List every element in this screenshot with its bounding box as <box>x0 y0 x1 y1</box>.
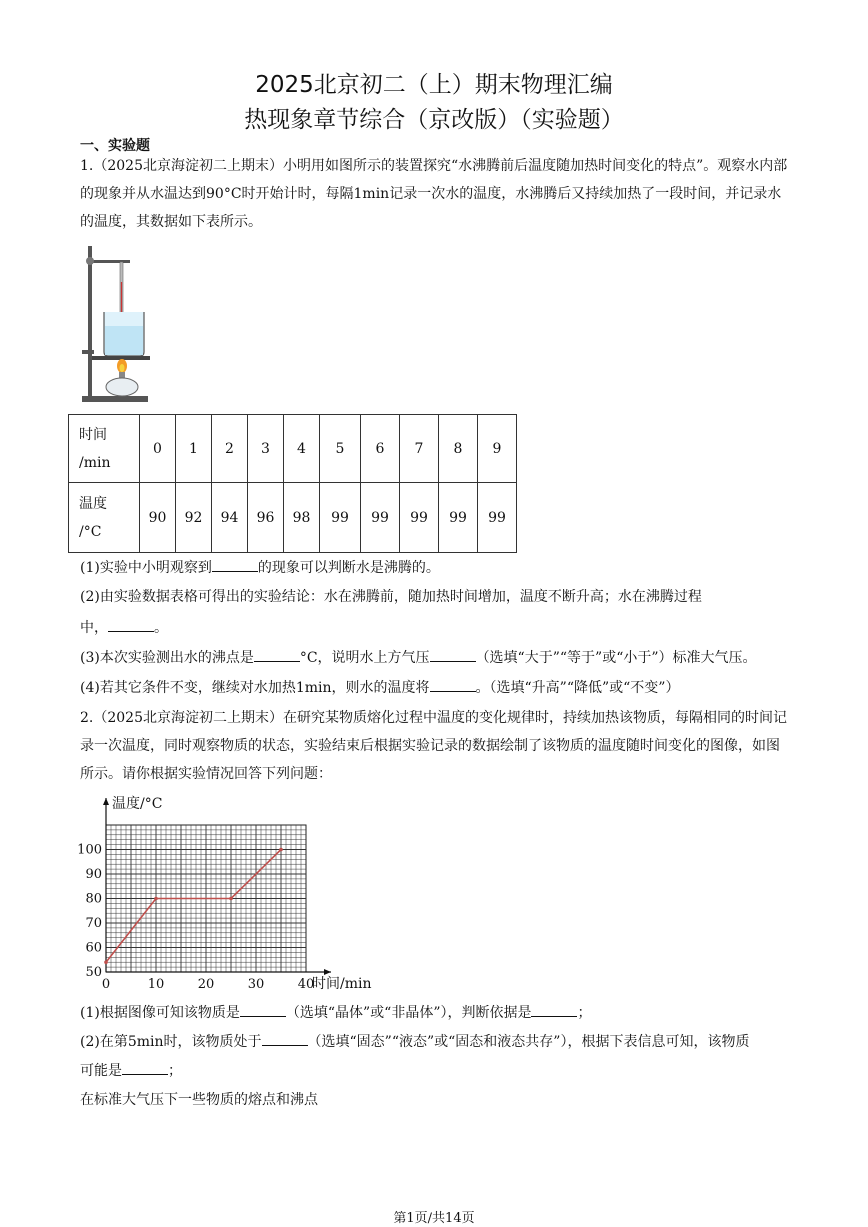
temp-cell: 99 <box>478 483 517 553</box>
x-axis-label: 时间/min <box>312 976 372 992</box>
time-header-cell <box>69 415 140 483</box>
temp-unit: /°C <box>79 523 102 540</box>
table-row <box>69 483 517 553</box>
y-axis-arrow <box>103 798 109 805</box>
y-tick-label: 100 <box>77 842 102 858</box>
x-axis-arrow <box>324 969 331 975</box>
time-cell: 6 <box>361 415 400 483</box>
temp-cell: 96 <box>248 483 284 553</box>
time-cell: 0 <box>140 415 176 483</box>
page-title: 2025北京初二（上）期末物理汇编 <box>255 72 613 98</box>
time-cell: 8 <box>439 415 478 483</box>
q1-sub2 <box>80 587 800 607</box>
data-point <box>154 897 158 901</box>
time-cell: 9 <box>478 415 517 483</box>
temp-cell: 94 <box>212 483 248 553</box>
y-axis-label: 温度/°C <box>112 796 163 812</box>
answer-blank[interactable] <box>430 677 476 692</box>
q2-sub1-text: (1)根据图像可知该物质是 <box>80 1005 240 1021</box>
q2-sub2-text: (2)在第5min时，该物质处于 <box>80 1034 262 1050</box>
temp-label: 温度 <box>79 495 107 512</box>
q1-sub1-text: 的现象可以判断水是沸腾的。 <box>257 560 440 576</box>
temp-cell: 92 <box>176 483 212 553</box>
data-point <box>104 960 108 964</box>
temp-header-cell <box>69 483 140 553</box>
y-tick-label: 70 <box>85 916 102 931</box>
time-unit: /min <box>79 454 111 471</box>
boiling-apparatus-figure <box>76 242 156 408</box>
page-subtitle: 热现象章节综合（京改版）（实验题） <box>244 107 624 133</box>
x-tick-label: 30 <box>247 977 265 992</box>
answer-blank[interactable] <box>108 617 154 632</box>
time-cell: 2 <box>212 415 248 483</box>
answer-blank[interactable] <box>430 647 476 662</box>
time-cell: 3 <box>248 415 284 483</box>
y-tick-label: 90 <box>85 867 102 882</box>
temp-cell: 90 <box>140 483 176 553</box>
x-tick-label: 20 <box>197 977 215 992</box>
data-point <box>229 897 233 901</box>
q1-sub3-text: °C，说明水上方气压 <box>299 650 430 666</box>
q1-sub3-text: （选填“大于”“等于”或“小于”）标准大气压。 <box>475 650 757 666</box>
time-cell: 4 <box>284 415 320 483</box>
table-row <box>69 415 517 483</box>
answer-blank[interactable] <box>254 647 300 662</box>
q2-sub2-text: ； <box>168 1063 182 1079</box>
temp-cell: 99 <box>439 483 478 553</box>
q1-sub2-cont <box>80 617 800 638</box>
q2-stem: 2.（2025北京海淀初二上期末）在研究某物质熔化过程中温度的变化规律时，持续加热该物质，每隔相同的时间记录一次温度，同时观察物质的状态，实验结束后根据实验记录的数据绘制了该物质的温度随时间变化的图像，如图所示。请你根据实验情况回答下列问题： <box>80 710 787 782</box>
q1-sub3-text: (3)本次实验测出水的沸点是 <box>80 650 254 666</box>
q1-sub2-text: 。 <box>154 620 168 636</box>
q2-table-caption <box>80 1090 800 1110</box>
y-tick-label: 50 <box>85 965 102 980</box>
y-tick-label: 60 <box>85 940 102 956</box>
time-cell: 7 <box>400 415 439 483</box>
time-cell: 5 <box>320 415 361 483</box>
q1-sub3 <box>80 647 800 668</box>
q1-stem: 1.（2025北京海淀初二上期末）小明用如图所示的装置探究“水沸腾前后温度随加热时间变化的特点”。观察水内部的现象并从水温达到90°C时开始计时，每隔1min记录一次水的温度，水沸腾后又持续加热了一段时间，并记录水的温度，其数据如下表所示。 <box>80 158 788 230</box>
q2-sub1 <box>80 1002 800 1023</box>
q2-sub2-text: 可能是 <box>80 1063 122 1079</box>
q1-sub4-text: (4)若其它条件不变，继续对水加热1min，则水的温度将 <box>80 680 430 696</box>
q1-sub1 <box>80 557 800 578</box>
q1-sub2-text: (2)由实验数据表格可得出的实验结论：水在沸腾前，随加热时间增加，温度不断升高；水在沸腾过程 <box>80 589 702 605</box>
q1-sub4-text: 。（选填“升高”“降低”或“不变”） <box>475 680 680 696</box>
q1-sub1-text: (1)实验中小明观察到 <box>80 560 212 576</box>
q2-note-text: 在标准大气压下一些物质的熔点和沸点 <box>80 1092 318 1108</box>
data-point <box>279 848 283 852</box>
x-tick-label: 10 <box>147 977 165 992</box>
temp-cell: 99 <box>320 483 361 553</box>
x-tick-label: 40 <box>297 977 315 992</box>
q2-sub2-text: （选填“固态”“液态”或“固态和液态共存”），根据下表信息可知，该物质 <box>307 1034 750 1050</box>
answer-blank[interactable] <box>240 1002 286 1017</box>
time-cell: 1 <box>176 415 212 483</box>
y-tick-label: 80 <box>85 891 102 907</box>
time-label: 时间 <box>79 426 107 443</box>
answer-blank[interactable] <box>212 557 258 572</box>
melting-temperature-chart <box>74 792 394 998</box>
page-number: 第1页/共14页 <box>393 1211 475 1226</box>
q1-data-table <box>68 414 517 553</box>
temp-cell: 99 <box>361 483 400 553</box>
q1-sub4 <box>80 677 800 698</box>
section-heading: 一、实验题 <box>80 138 150 154</box>
answer-blank[interactable] <box>262 1031 308 1046</box>
q2-sub2-cont <box>80 1060 800 1081</box>
temp-cell: 98 <box>284 483 320 553</box>
q2-sub1-text: （选填“晶体”或“非晶体”），判断依据是 <box>285 1005 532 1021</box>
q2-sub2 <box>80 1031 800 1052</box>
q2-sub1-text: ； <box>577 1005 592 1021</box>
q1-sub2-text: 中， <box>80 620 108 636</box>
temp-cell: 99 <box>400 483 439 553</box>
answer-blank[interactable] <box>122 1060 168 1075</box>
x-tick-label: 0 <box>101 977 111 992</box>
answer-blank[interactable] <box>531 1002 577 1017</box>
